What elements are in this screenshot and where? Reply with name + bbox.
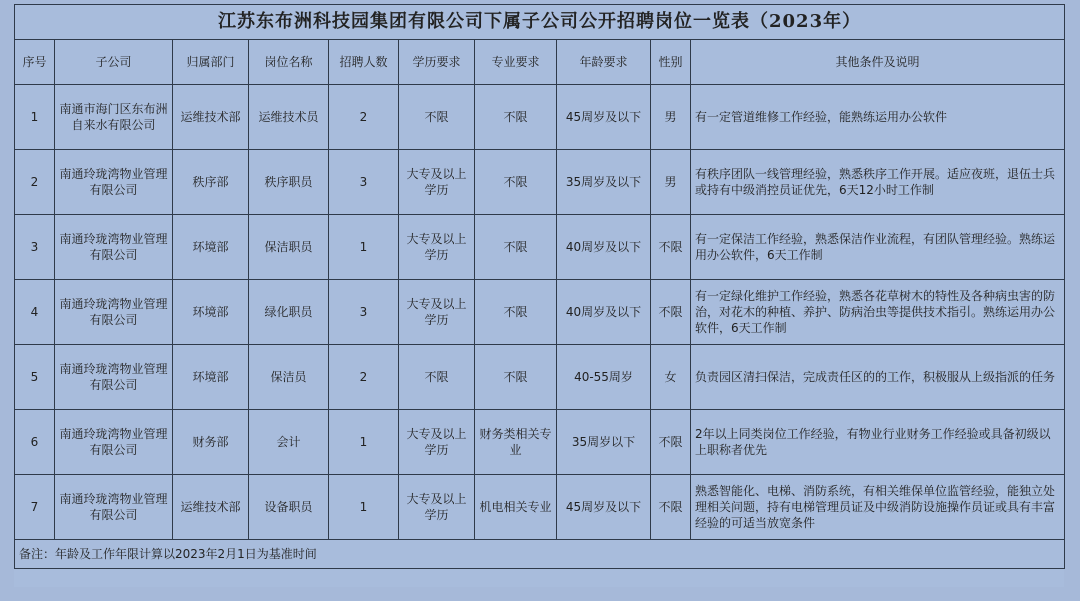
cell-index: 5 [15, 345, 55, 410]
table-row [15, 475, 1065, 540]
header-age: 年龄要求 [557, 40, 651, 85]
cell-headcount: 2 [329, 345, 399, 410]
cell-position: 秩序职员 [249, 150, 329, 215]
cell-age: 45周岁及以下 [557, 85, 651, 150]
header-major: 专业要求 [475, 40, 557, 85]
header-company: 子公司 [55, 40, 173, 85]
cell-department: 秩序部 [173, 150, 249, 215]
cell-headcount: 1 [329, 475, 399, 540]
header-headcount: 招聘人数 [329, 40, 399, 85]
cell-department: 环境部 [173, 280, 249, 345]
cell-department: 运维技术部 [173, 475, 249, 540]
cell-department: 运维技术部 [173, 85, 249, 150]
header-index: 序号 [15, 40, 55, 85]
cell-index: 4 [15, 280, 55, 345]
cell-headcount: 1 [329, 410, 399, 475]
cell-department: 环境部 [173, 345, 249, 410]
table-row [15, 410, 1065, 475]
cell-education: 大专及以上学历 [399, 475, 475, 540]
cell-age: 40周岁及以下 [557, 215, 651, 280]
cell-headcount: 1 [329, 215, 399, 280]
cell-age: 40-55周岁 [557, 345, 651, 410]
cell-notes: 熟悉智能化、电梯、消防系统，有相关维保单位监管经验，能独立处理相关问题，持有电梯管理员证及中级消防设施操作员证或具有丰富经验的可适当放宽条件 [691, 475, 1065, 540]
cell-major: 不限 [475, 215, 557, 280]
header-education: 学历要求 [399, 40, 475, 85]
cell-company: 南通玲珑湾物业管理有限公司 [55, 475, 173, 540]
cell-notes: 2年以上同类岗位工作经验，有物业行业财务工作经验或具备初级以上职称者优先 [691, 410, 1065, 475]
cell-gender: 不限 [651, 215, 691, 280]
header-position: 岗位名称 [249, 40, 329, 85]
cell-department: 环境部 [173, 215, 249, 280]
cell-index: 3 [15, 215, 55, 280]
cell-gender: 男 [651, 150, 691, 215]
cell-notes: 有秩序团队一线管理经验，熟悉秩序工作开展。适应夜班，退伍士兵或持有中级消控员证优先，6天12小时工作制 [691, 150, 1065, 215]
cell-age: 45周岁及以下 [557, 475, 651, 540]
table-row [15, 215, 1065, 280]
cell-major: 不限 [475, 345, 557, 410]
header-gender: 性别 [651, 40, 691, 85]
header-notes: 其他条件及说明 [691, 40, 1065, 85]
spreadsheet [14, 4, 1064, 587]
cell-position: 保洁员 [249, 345, 329, 410]
cell-age: 35周岁及以下 [557, 150, 651, 215]
cell-position: 绿化职员 [249, 280, 329, 345]
table-title: 江苏东布洲科技园集团有限公司下属子公司公开招聘岗位一览表（2023年） [15, 5, 1065, 40]
cell-education: 大专及以上学历 [399, 280, 475, 345]
cell-index: 2 [15, 150, 55, 215]
table-row [15, 85, 1065, 150]
cell-gender: 不限 [651, 475, 691, 540]
cell-company: 南通玲珑湾物业管理有限公司 [55, 410, 173, 475]
cell-company: 南通玲珑湾物业管理有限公司 [55, 150, 173, 215]
cell-company: 南通玲珑湾物业管理有限公司 [55, 280, 173, 345]
cell-notes: 有一定绿化维护工作经验，熟悉各花草树木的特性及各种病虫害的防治，对花木的种植、养护、防病治虫等提供技术指引。熟练运用办公软件，6天工作制 [691, 280, 1065, 345]
cell-education: 大专及以上学历 [399, 215, 475, 280]
cell-major: 机电相关专业 [475, 475, 557, 540]
cell-headcount: 2 [329, 85, 399, 150]
recruitment-table [14, 4, 1065, 569]
cell-major: 不限 [475, 150, 557, 215]
cell-position: 保洁职员 [249, 215, 329, 280]
footnote: 备注：年龄及工作年限计算以2023年2月1日为基准时间 [15, 540, 1065, 569]
cell-major: 财务类相关专业 [475, 410, 557, 475]
cell-company: 南通玲珑湾物业管理有限公司 [55, 345, 173, 410]
table-row [15, 150, 1065, 215]
cell-education: 不限 [399, 85, 475, 150]
cell-notes: 有一定保洁工作经验，熟悉保洁作业流程，有团队管理经验。熟练运用办公软件，6天工作制 [691, 215, 1065, 280]
cell-headcount: 3 [329, 280, 399, 345]
cell-gender: 男 [651, 85, 691, 150]
table-row [15, 280, 1065, 345]
cell-position: 会计 [249, 410, 329, 475]
cell-gender: 不限 [651, 410, 691, 475]
cell-education: 不限 [399, 345, 475, 410]
header-department: 归属部门 [173, 40, 249, 85]
cell-education: 大专及以上学历 [399, 410, 475, 475]
cell-gender: 女 [651, 345, 691, 410]
cell-department: 财务部 [173, 410, 249, 475]
cell-notes: 负责园区清扫保洁，完成责任区的的工作，积极服从上级指派的任务 [691, 345, 1065, 410]
table-row [15, 345, 1065, 410]
header-row [15, 40, 1065, 85]
cell-age: 35周岁以下 [557, 410, 651, 475]
cell-index: 7 [15, 475, 55, 540]
cell-headcount: 3 [329, 150, 399, 215]
cell-education: 大专及以上学历 [399, 150, 475, 215]
cell-gender: 不限 [651, 280, 691, 345]
cell-notes: 有一定管道维修工作经验，能熟练运用办公软件 [691, 85, 1065, 150]
cell-age: 40周岁及以下 [557, 280, 651, 345]
cell-company: 南通市海门区东布洲自来水有限公司 [55, 85, 173, 150]
cell-index: 6 [15, 410, 55, 475]
cell-position: 运维技术员 [249, 85, 329, 150]
cell-major: 不限 [475, 85, 557, 150]
cell-position: 设备职员 [249, 475, 329, 540]
cell-company: 南通玲珑湾物业管理有限公司 [55, 215, 173, 280]
cell-major: 不限 [475, 280, 557, 345]
cell-index: 1 [15, 85, 55, 150]
